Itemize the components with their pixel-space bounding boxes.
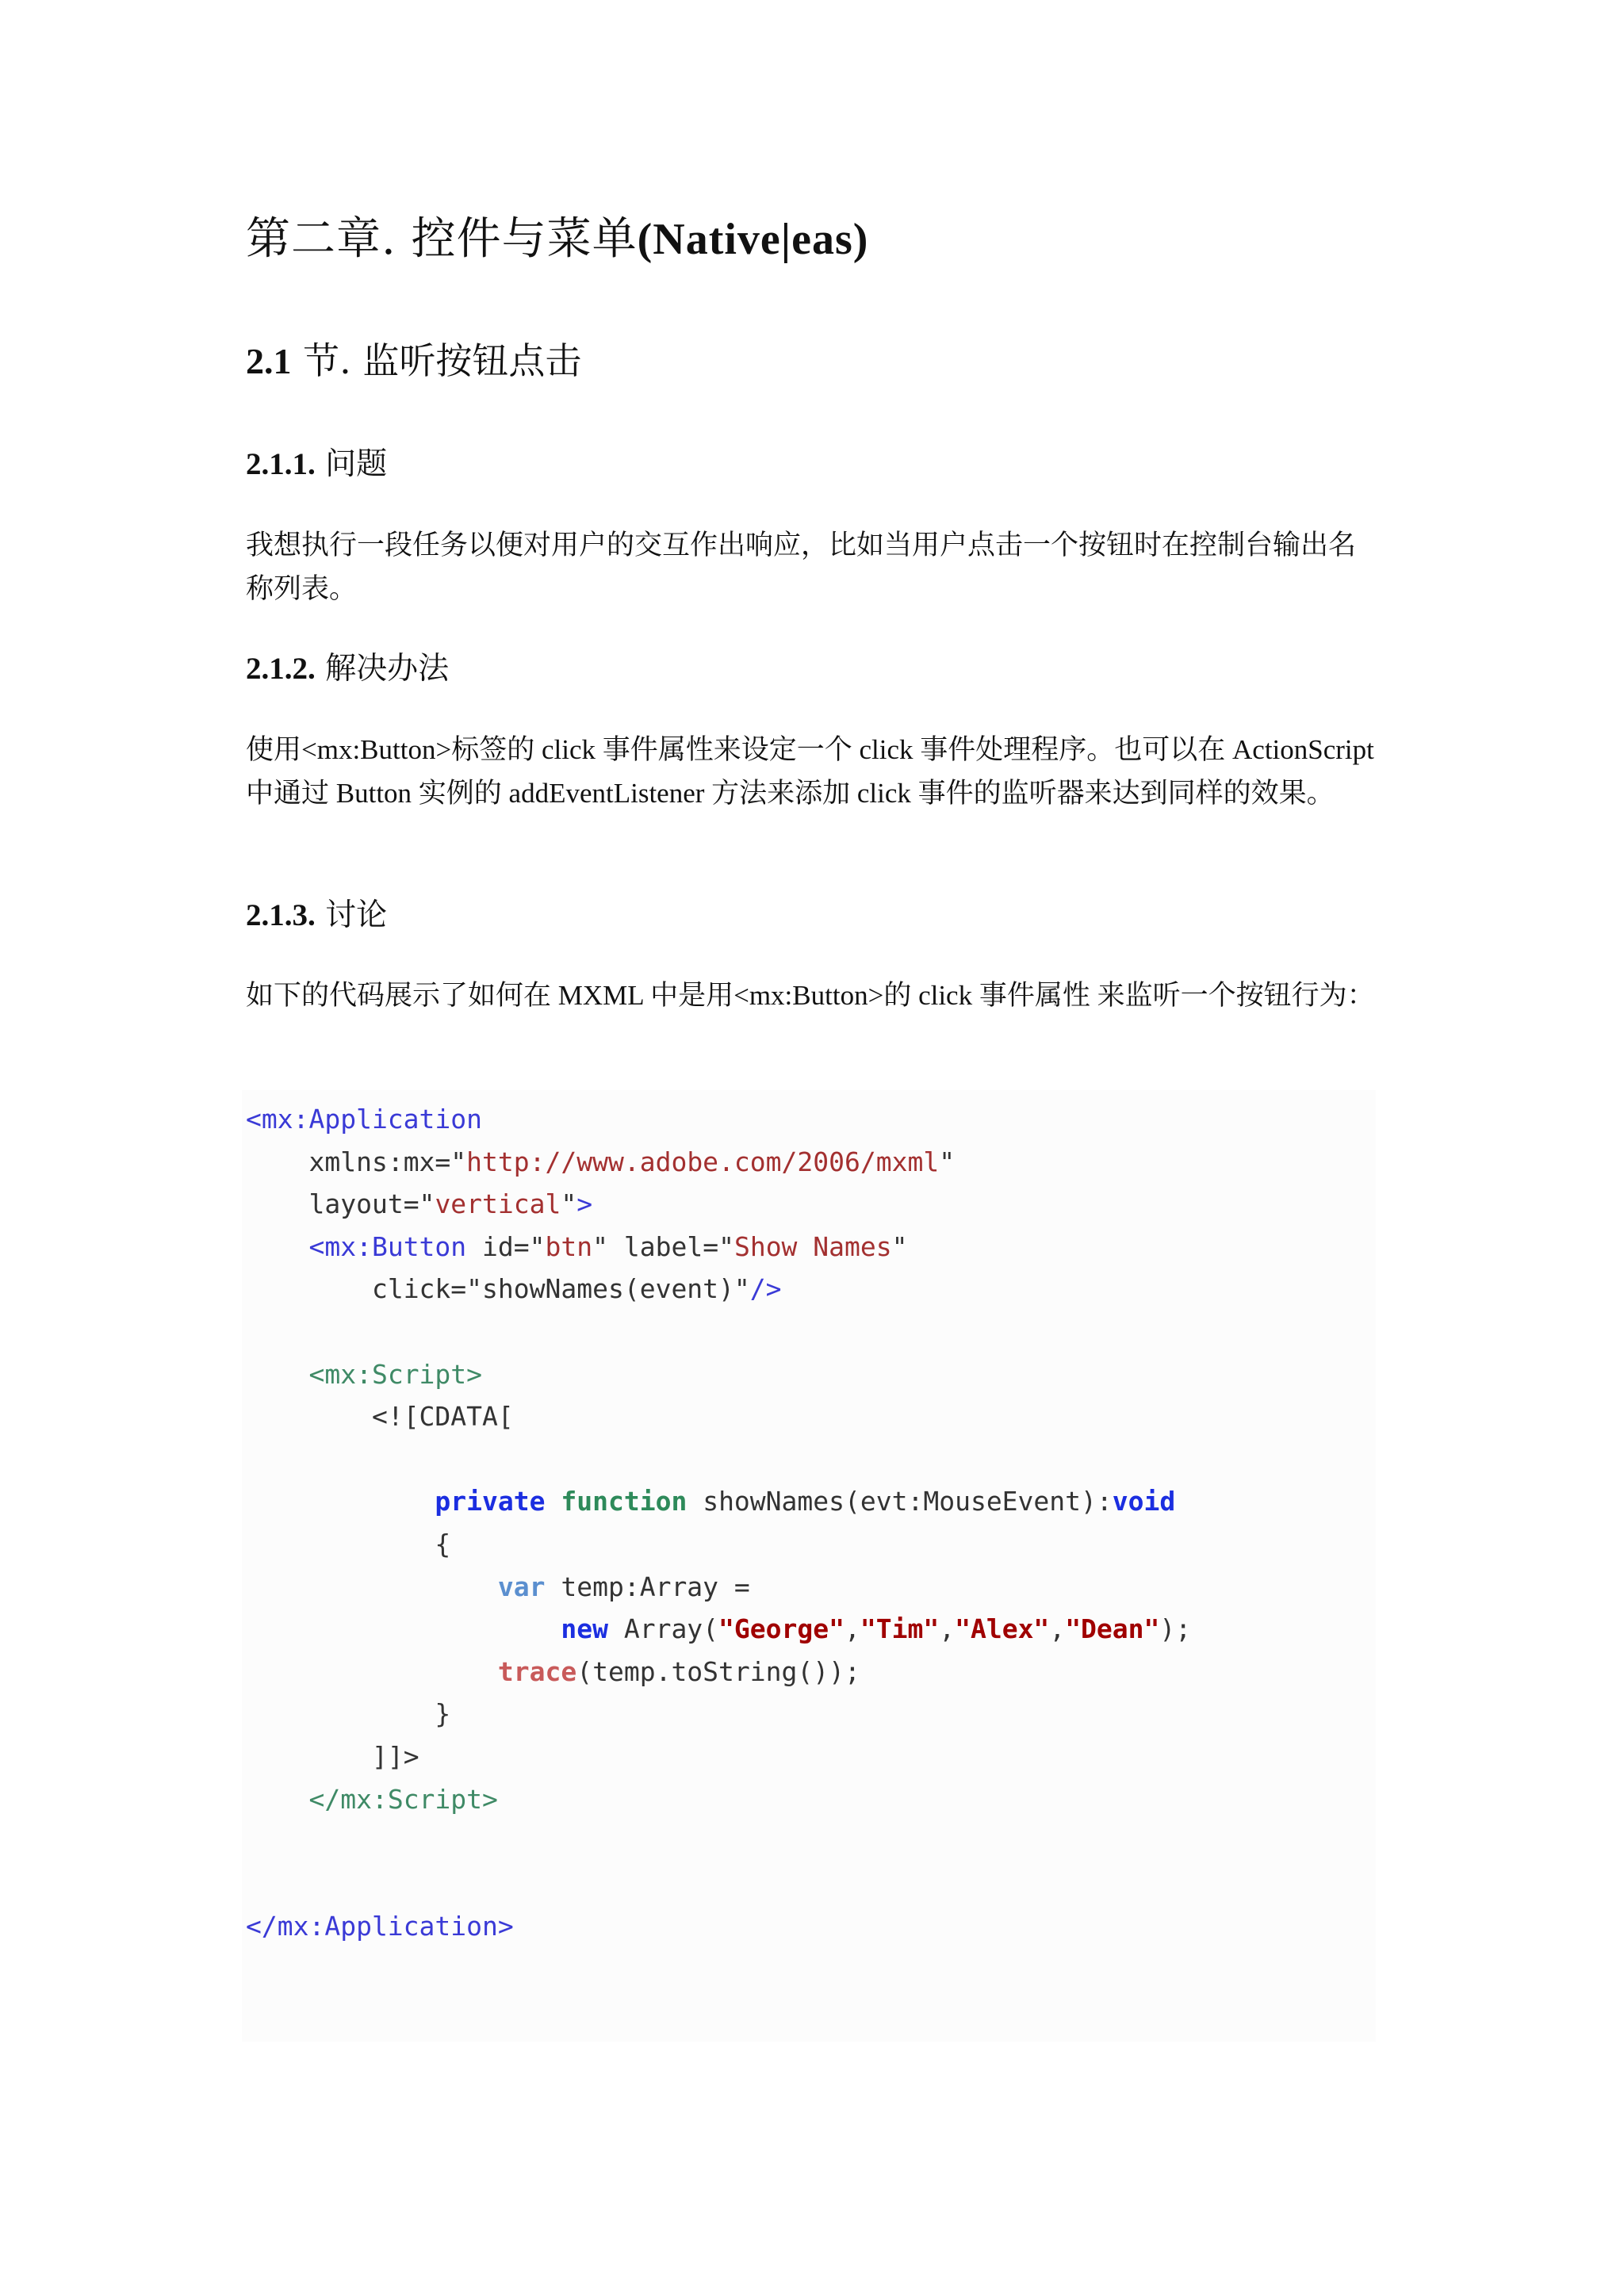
subsection-title-discussion: [246, 892, 387, 939]
code-label-attr: label=": [608, 1230, 734, 1262]
section-title-text: 节. 监听按钮点击: [303, 339, 582, 382]
code-xmlns-attr: xmlns:mx=": [308, 1146, 467, 1177]
section-number: 2.1: [246, 341, 292, 381]
code-array-constructor: Array(: [607, 1613, 719, 1645]
subsection-title-solution: [246, 645, 449, 693]
code-self-close: />: [749, 1273, 782, 1305]
code-keyword-void: void: [1112, 1486, 1176, 1517]
code-keyword-trace: trace: [497, 1655, 577, 1687]
code-cdata-open: <![CDATA[: [371, 1401, 514, 1433]
code-script-close: </mx:Script>: [308, 1783, 498, 1815]
code-keyword-new: new: [561, 1613, 608, 1645]
code-var-declaration: temp:Array =: [545, 1571, 750, 1602]
chapter-title-cn: 第二章. 控件与菜单: [246, 213, 638, 265]
paragraph-problem: 我想执行一段任务以便对用户的交互作出响应，比如当用户点击一个按钮时在控制台输出名称列表。: [246, 530, 1357, 604]
code-cdata-close: ]]>: [371, 1740, 419, 1772]
code-string-literal: "Alex": [955, 1613, 1050, 1645]
code-app-close: </mx:Application>: [246, 1911, 514, 1942]
code-layout-value: vertical: [435, 1188, 561, 1220]
subsection-title-text: 解决办法: [325, 651, 450, 687]
code-array-end: );: [1159, 1613, 1192, 1645]
chapter-title: [246, 208, 868, 271]
chapter-title-en: (Native|eas): [637, 215, 869, 264]
subsection-title-text: 问题: [325, 446, 388, 482]
code-keyword-function: function: [561, 1486, 688, 1517]
subsection-title-problem: [246, 441, 387, 488]
code-label-value: Show Names: [733, 1230, 892, 1262]
code-string-literal: "Dean": [1065, 1613, 1160, 1645]
code-keyword-private: private: [435, 1486, 546, 1517]
code-string-literal: "Tim": [860, 1613, 940, 1645]
code-app-open: <mx:Application: [246, 1104, 483, 1135]
code-button-tag: <mx:Button: [308, 1230, 467, 1262]
code-click-attr: click="showNames(event)": [371, 1273, 750, 1305]
code-function-signature: showNames(evt:MouseEvent):: [687, 1486, 1113, 1517]
code-id-attr: id=": [466, 1230, 546, 1262]
code-xmlns-url: http://www.adobe.com/2006/mxml: [466, 1146, 940, 1177]
section-title: [246, 333, 581, 389]
code-id-value: btn: [545, 1230, 593, 1262]
paragraph-discussion: 如下的代码展示了如何在 MXML 中是用<mx:Button>的 click 事件属性 来监听一个按钮行为：: [246, 980, 1375, 1011]
code-script-open: <mx:Script>: [308, 1358, 483, 1390]
code-layout-attr: layout=": [308, 1188, 435, 1220]
subsection-number: 2.1.2.: [246, 652, 316, 686]
code-trace-args: (temp.toString());: [576, 1655, 860, 1687]
code-keyword-var: var: [497, 1571, 546, 1602]
subsection-number: 2.1.1.: [246, 447, 316, 481]
paragraph-solution: 使用<mx:Button>标签的 click 事件属性来设定一个 click 事件处理程序。也可以在 ActionScript 中通过 Button 实例的 addEventListener 方法来添加 click 事件的监听器来达到同样的效果。: [246, 734, 1374, 809]
code-string-literal: "George": [718, 1613, 845, 1645]
code-block: <mx:Application xmlns:mx="http://www.adobe.com/2006/mxml" layout="vertical"> <mx:Button id="btn" label="Show Names" click="showNames(event)"/> <mx:Script> <![CDATA[ private function showNames(evt:MouseEvent):void { var temp:Array = new Array("George","Tim","Alex","Dean"); trace(temp.toString()); } ]]> </mx:Script> </mx:Application>: [246, 1104, 1192, 1942]
code-brace-close: }: [435, 1698, 451, 1730]
code-brace-open: {: [435, 1528, 451, 1559]
subsection-number: 2.1.3.: [246, 898, 316, 932]
subsection-title-text: 讨论: [325, 897, 388, 933]
